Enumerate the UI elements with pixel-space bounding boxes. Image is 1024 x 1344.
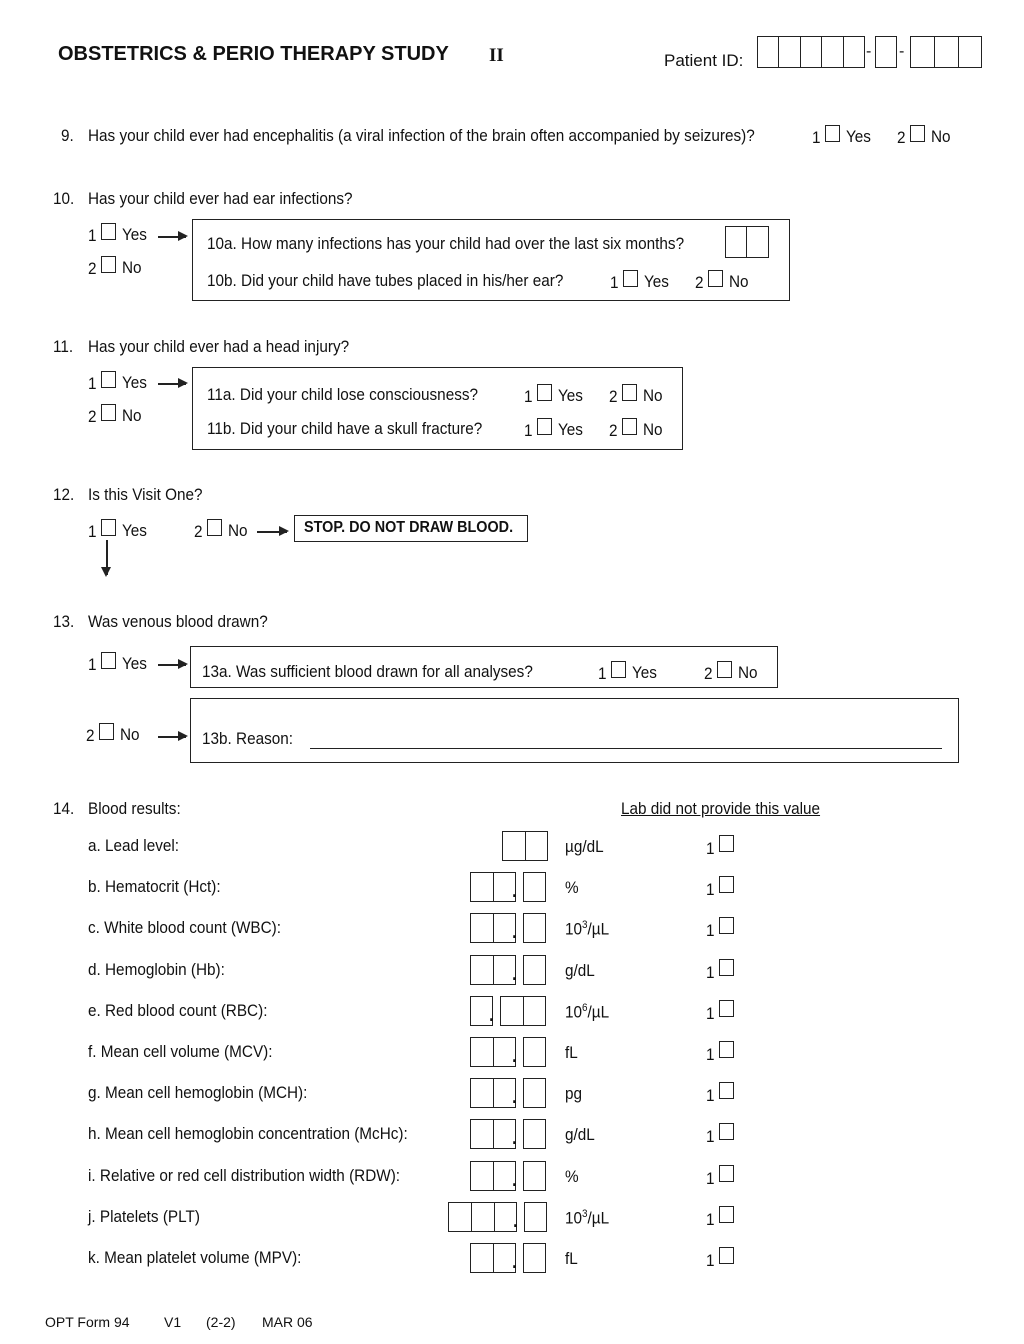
code-1: 1 [706, 921, 715, 940]
unit-label: fL [565, 1249, 578, 1268]
divider [525, 831, 526, 861]
divider [493, 872, 494, 902]
q13-text: Was venous blood drawn? [88, 612, 268, 631]
unit-label: % [565, 878, 579, 897]
code-2: 2 [194, 522, 203, 541]
yes-label: Yes [122, 225, 147, 244]
no-label: No [643, 386, 663, 405]
value-decimal-field[interactable] [523, 955, 546, 985]
code-1: 1 [706, 880, 715, 899]
blood-item-label: j. Platelets (PLT) [88, 1207, 200, 1226]
decimal-point: . [512, 1046, 518, 1066]
value-decimal-field[interactable] [523, 1119, 546, 1149]
value-decimal-field[interactable] [524, 1202, 547, 1232]
code-2: 2 [897, 128, 906, 147]
code-1: 1 [706, 1169, 715, 1188]
q10-no-checkbox[interactable] [101, 256, 116, 273]
q13a-text: 13a. Was sufficient blood drawn for all analyses? [202, 662, 533, 681]
yes-label: Yes [558, 420, 583, 439]
patient-id-block-1[interactable] [757, 36, 865, 68]
q13-no-checkbox[interactable] [99, 723, 114, 740]
code-1: 1 [706, 1210, 715, 1229]
code-1: 1 [706, 1004, 715, 1023]
q10b-yes-checkbox[interactable] [623, 270, 638, 287]
q13a-no-checkbox[interactable] [717, 661, 732, 678]
q13b-text: 13b. Reason: [202, 729, 294, 748]
code-1: 1 [598, 664, 607, 683]
no-label: No [228, 521, 248, 540]
divider [934, 36, 935, 68]
q10a-count-field[interactable] [725, 226, 769, 258]
unit-label: $10^3/\mu L$ [565, 919, 610, 939]
arrow-icon [158, 383, 186, 385]
no-label: No [122, 406, 142, 425]
lab-not-provided-checkbox[interactable] [719, 1206, 734, 1223]
arrow-icon [158, 736, 186, 738]
no-label: No [931, 127, 951, 146]
decimal-point: . [513, 1211, 519, 1231]
code-2: 2 [609, 387, 618, 406]
footer-pages: (2-2) [206, 1314, 236, 1330]
q10-yes-checkbox[interactable] [101, 223, 116, 240]
q12-number: 12. [53, 485, 75, 504]
code-2: 2 [609, 421, 618, 440]
yes-label: Yes [644, 272, 669, 291]
arrow-icon [158, 236, 186, 238]
value-decimal-field[interactable] [523, 913, 546, 943]
decimal-point: . [489, 1005, 495, 1025]
q13a-yes-checkbox[interactable] [611, 661, 626, 678]
divider [493, 913, 494, 943]
decimal-point: . [512, 1170, 518, 1190]
value-decimal-field[interactable] [523, 1037, 546, 1067]
divider [493, 1037, 494, 1067]
q11a-no-checkbox[interactable] [622, 384, 637, 401]
no-label: No [120, 725, 140, 744]
q11a-yes-checkbox[interactable] [537, 384, 552, 401]
blood-item-label: k. Mean platelet volume (MPV): [88, 1248, 302, 1267]
q10a-text: 10a. How many infections has your child had over the last six months? [207, 234, 685, 253]
yes-label: Yes [558, 386, 583, 405]
code-1: 1 [706, 839, 715, 858]
unit-label: pg [565, 1084, 583, 1103]
code-1: 1 [88, 522, 97, 541]
code-2: 2 [88, 407, 97, 426]
no-label: No [643, 420, 663, 439]
code-2: 2 [88, 259, 97, 278]
patient-id-block-3[interactable] [910, 36, 982, 68]
divider [493, 1119, 494, 1149]
yes-label: Yes [846, 127, 871, 146]
divider [494, 1202, 495, 1232]
q9-number: 9. [61, 126, 74, 145]
q13-number: 13. [53, 612, 75, 631]
decimal-point: . [512, 1128, 518, 1148]
code-1: 1 [524, 421, 533, 440]
blood-item-label: e. Red blood count (RBC): [88, 1001, 268, 1020]
q9-no-checkbox[interactable] [910, 125, 925, 142]
q9-yes-checkbox[interactable] [825, 125, 840, 142]
lab-not-provided-checkbox[interactable] [719, 1247, 734, 1264]
dash: - [899, 43, 905, 60]
q11-number: 11. [53, 337, 74, 356]
value-whole-field[interactable] [448, 1202, 517, 1232]
stop-notice: STOP. DO NOT DRAW BLOOD. [304, 519, 514, 536]
no-label: No [729, 272, 749, 291]
q14-text: Blood results: [88, 799, 181, 818]
unit-label: fL [565, 1043, 578, 1062]
decimal-point: . [512, 964, 518, 984]
code-1: 1 [88, 374, 97, 393]
value-decimal-field[interactable] [523, 872, 546, 902]
divider [800, 36, 801, 68]
q11-yes-checkbox[interactable] [101, 371, 116, 388]
divider [746, 226, 747, 258]
lab-not-provided-checkbox[interactable] [719, 959, 734, 976]
no-label: No [122, 258, 142, 277]
q10-number: 10. [53, 189, 75, 208]
blood-item-label: b. Hematocrit (Hct): [88, 877, 221, 896]
divider [471, 1202, 472, 1232]
lab-not-provided-checkbox[interactable] [719, 917, 734, 934]
divider [493, 1078, 494, 1108]
patient-id-label: Patient ID: [664, 51, 744, 70]
code-1: 1 [610, 273, 619, 292]
form-title-roman: II [489, 45, 504, 66]
unit-label: % [565, 1167, 579, 1186]
q14-number: 14. [53, 799, 75, 818]
q11b-text: 11b. Did your child have a skull fracture? [207, 419, 483, 438]
lab-not-provided-checkbox[interactable] [719, 876, 734, 893]
code-1: 1 [706, 1127, 715, 1146]
lab-not-provided-checkbox[interactable] [719, 835, 734, 852]
blood-item-label: i. Relative or red cell distribution width (RDW): [88, 1166, 401, 1185]
decimal-point: . [512, 922, 518, 942]
yes-label: Yes [122, 521, 147, 540]
value-decimal-field[interactable] [523, 1078, 546, 1108]
code-1: 1 [88, 655, 97, 674]
q10b-text: 10b. Did your child have tubes placed in his/her ear? [207, 271, 564, 290]
footer-date: MAR 06 [262, 1314, 313, 1330]
code-1: 1 [524, 387, 533, 406]
unit-label: µg/dL [565, 837, 604, 856]
arrow-icon [158, 664, 186, 666]
lab-not-provided-header: Lab did not provide this value [621, 799, 821, 818]
q11-no-checkbox[interactable] [101, 404, 116, 421]
form-title: OBSTETRICS & PERIO THERAPY STUDY [58, 43, 449, 65]
code-1: 1 [706, 1045, 715, 1064]
value-decimal-field[interactable] [523, 1243, 546, 1273]
blood-item-label: f. Mean cell volume (MCV): [88, 1042, 273, 1061]
lab-not-provided-checkbox[interactable] [719, 1000, 734, 1017]
lab-not-provided-checkbox[interactable] [719, 1165, 734, 1182]
code-2: 2 [695, 273, 704, 292]
q12-no-checkbox[interactable] [207, 519, 222, 536]
decimal-point: . [512, 881, 518, 901]
down-arrow-icon [106, 540, 108, 575]
footer-form: OPT Form 94 [45, 1314, 130, 1330]
patient-id-block-2[interactable] [875, 36, 897, 68]
q11b-no-checkbox[interactable] [622, 418, 637, 435]
footer-version: V1 [164, 1314, 182, 1330]
code-1: 1 [706, 1086, 715, 1105]
blood-item-label: c. White blood count (WBC): [88, 918, 282, 937]
no-label: No [738, 663, 758, 682]
q10-text: Has your child ever had ear infections? [88, 189, 353, 208]
q13b-box [190, 698, 959, 763]
q11b-yes-checkbox[interactable] [537, 418, 552, 435]
q13-yes-checkbox[interactable] [101, 652, 116, 669]
yes-label: Yes [122, 373, 147, 392]
dash: - [866, 43, 872, 60]
divider [843, 36, 844, 68]
q12-text: Is this Visit One? [88, 485, 203, 504]
unit-label: $10^3/\mu L$ [565, 1208, 610, 1228]
reason-input-line[interactable] [310, 747, 942, 749]
lab-not-provided-checkbox[interactable] [719, 1123, 734, 1140]
divider [821, 36, 822, 68]
divider [493, 955, 494, 985]
unit-label: g/dL [565, 1125, 595, 1144]
lab-not-provided-checkbox[interactable] [719, 1082, 734, 1099]
divider [778, 36, 779, 68]
decimal-point: . [512, 1252, 518, 1272]
code-2: 2 [704, 664, 713, 683]
yes-label: Yes [122, 654, 147, 673]
value-decimal-field[interactable] [523, 1161, 546, 1191]
divider [958, 36, 959, 68]
blood-item-label: a. Lead level: [88, 836, 180, 855]
divider [493, 1243, 494, 1273]
code-1: 1 [706, 1251, 715, 1270]
q10b-no-checkbox[interactable] [708, 270, 723, 287]
code-1: 1 [88, 226, 97, 245]
unit-label: g/dL [565, 961, 595, 980]
q12-yes-checkbox[interactable] [101, 519, 116, 536]
code-1: 1 [812, 128, 821, 147]
blood-item-label: h. Mean cell hemoglobin concentration (McHc): [88, 1124, 408, 1143]
divider [493, 1161, 494, 1191]
blood-item-label: d. Hemoglobin (Hb): [88, 960, 225, 979]
q11-text: Has your child ever had a head injury? [88, 337, 350, 356]
yes-label: Yes [632, 663, 657, 682]
q9-text: Has your child ever had encephalitis (a viral infection of the brain often accompanied by seizures)? [88, 126, 755, 145]
code-2: 2 [86, 726, 95, 745]
blood-item-label: g. Mean cell hemoglobin (MCH): [88, 1083, 308, 1102]
q11a-text: 11a. Did your child lose consciousness? [207, 385, 479, 404]
unit-label: $10^6/\mu L$ [565, 1002, 610, 1022]
arrow-icon [257, 531, 287, 533]
code-1: 1 [706, 963, 715, 982]
divider [523, 996, 524, 1026]
lab-not-provided-checkbox[interactable] [719, 1041, 734, 1058]
decimal-point: . [512, 1087, 518, 1107]
